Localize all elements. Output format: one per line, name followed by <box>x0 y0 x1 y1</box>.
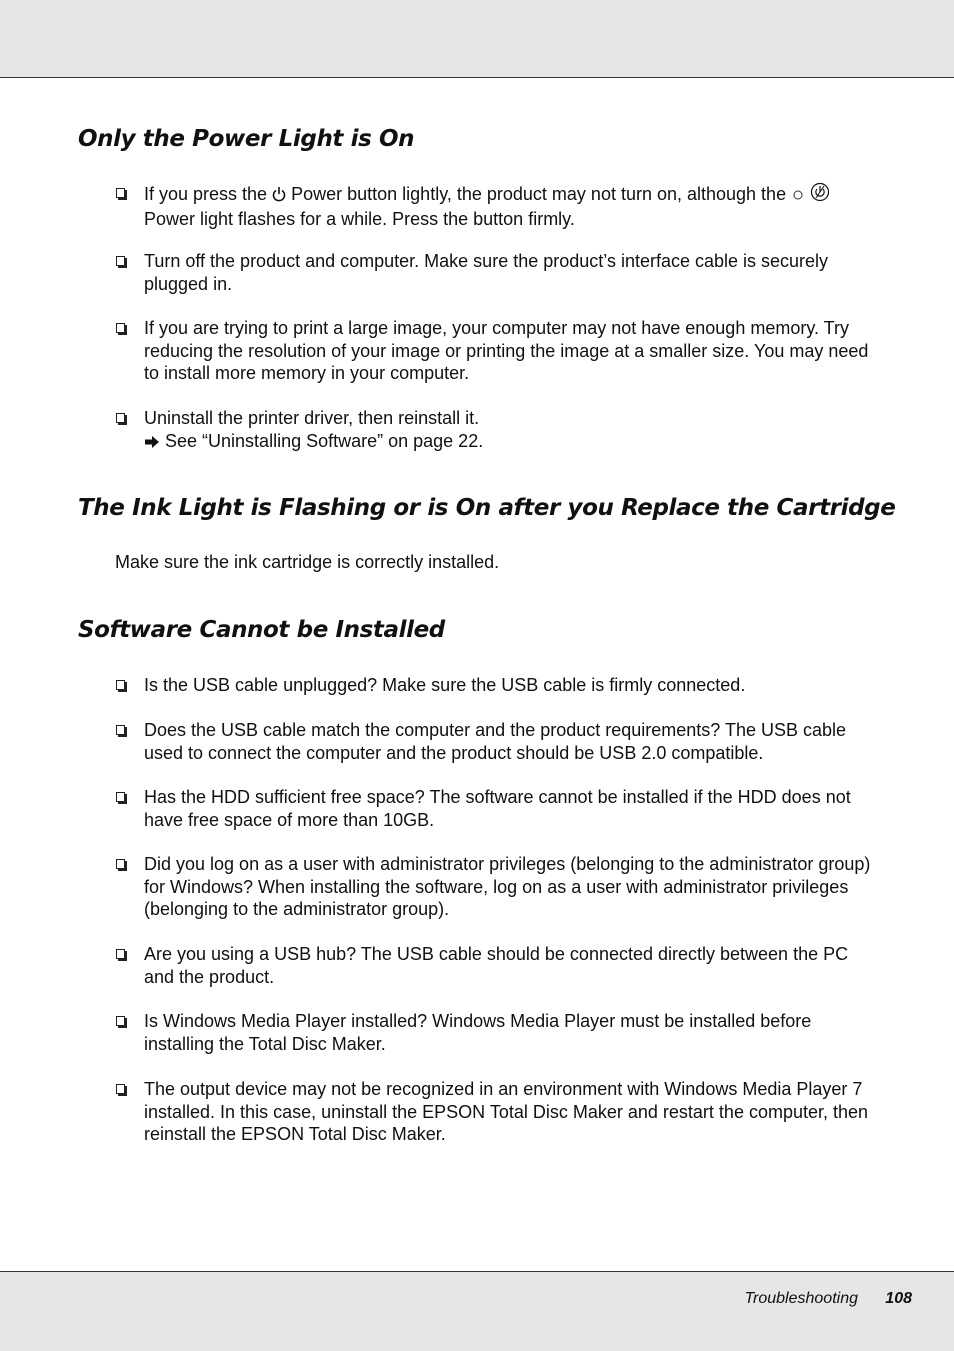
checkbox-bullet-icon <box>116 256 125 266</box>
list-item: If you press the Power button lightly, the product may not turn on, although the Power light flashes for a while. Press the button firmly. <box>116 182 876 230</box>
checkbox-bullet-icon <box>116 792 125 802</box>
heading-software: Software Cannot be Installed <box>78 617 445 643</box>
page-footer-band <box>0 1271 954 1351</box>
checkbox-bullet-icon <box>116 1084 125 1094</box>
list-item: Is Windows Media Player installed? Windows Media Player must be installed before installing the Total Disc Maker. <box>116 1010 876 1055</box>
checkbox-bullet-icon <box>116 188 125 198</box>
list-item: Uninstall the printer driver, then reinstall it. See “Uninstalling Software” on page 22. <box>116 407 876 454</box>
cross-reference-link[interactable]: See “Uninstalling Software” on page 22. <box>165 430 484 451</box>
arrow-right-icon <box>144 432 160 455</box>
list-item: Did you log on as a user with administrator privileges (belonging to the administrator group) for Windows? When installing the software, log on as a user with administrator privileges (belonging to the administrator group). <box>116 853 876 921</box>
list-item: Does the USB cable match the computer and the product requirements? The USB cable used to connect the computer and the product should be USB 2.0 compatible. <box>116 719 876 764</box>
checkbox-bullet-icon <box>116 859 125 869</box>
list-item: Are you using a USB hub? The USB cable should be connected directly between the PC and the product. <box>116 943 876 988</box>
checkbox-bullet-icon <box>116 680 125 690</box>
light-off-icon <box>791 185 805 208</box>
checkbox-bullet-icon <box>116 413 125 423</box>
checkbox-bullet-icon <box>116 949 125 959</box>
list-item: If you are trying to print a large image, your computer may not have enough memory. Try reducing the resolution of your image or printing the image at a smaller size. You may need to install more memory in your computer. <box>116 317 876 385</box>
power-button-icon <box>272 185 286 208</box>
checkbox-bullet-icon <box>116 1016 125 1026</box>
list-item: Turn off the product and computer. Make sure the product’s interface cable is securely plugged in. <box>116 250 876 295</box>
page-header-band <box>0 0 954 78</box>
heading-power-light: Only the Power Light is On <box>78 126 415 152</box>
checkbox-bullet-icon <box>116 725 125 735</box>
body-paragraph: Make sure the ink cartridge is correctly installed. <box>115 552 500 572</box>
list-item: Has the HDD sufficient free space? The software cannot be installed if the HDD does not have free space of more than 10GB. <box>116 786 876 831</box>
checkbox-bullet-icon <box>116 323 125 333</box>
list-item: Is the USB cable unplugged? Make sure the USB cable is firmly connected. <box>116 674 876 697</box>
list-item: The output device may not be recognized in an environment with Windows Media Player 7 installed. In this case, uninstall the EPSON Total Disc Maker and restart the computer, then reinstall the EPSON Total Disc Maker. <box>116 1078 876 1146</box>
heading-ink-light: The Ink Light is Flashing or is On after you Replace the Cartridge <box>78 495 896 521</box>
footer-section-title: Troubleshooting <box>744 1290 858 1307</box>
power-light-icon <box>810 182 830 208</box>
page-number: 108 <box>885 1290 912 1307</box>
